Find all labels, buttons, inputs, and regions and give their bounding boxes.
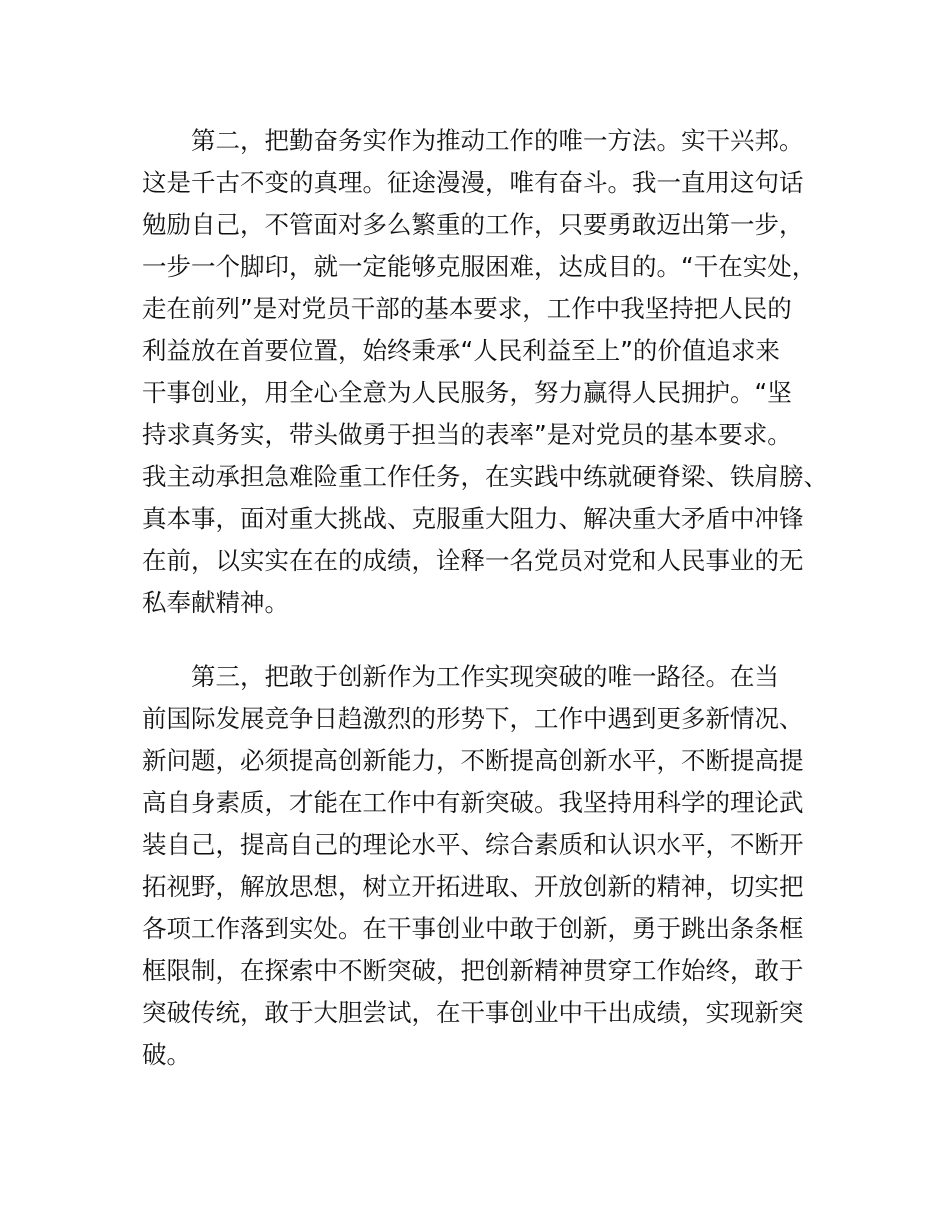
- text-line: 第三，把敢于创新作为工作实现突破的唯一路径。在当: [191, 662, 779, 691]
- text-line: 拓视野，解放思想，树立开拓进取、开放创新的精神，切实把: [142, 872, 804, 901]
- text-line: 第二，把勤奋务实作为推动工作的唯一方法。实干兴邦。: [191, 126, 804, 155]
- text-line: 突破传统，敢于大胆尝试，在干事创业中干出成绩，实现新突: [142, 998, 804, 1027]
- paragraph-third-point: [142, 656, 832, 1076]
- text-line: 装自己，提高自己的理论水平、综合素质和认识水平，不断开: [142, 830, 804, 859]
- text-line: 新问题，必须提高创新能力，不断提高创新水平，不断提高提: [142, 746, 804, 775]
- text-line: 勉励自己，不管面对多么繁重的工作，只要勇敢迈出第一步，: [142, 210, 804, 239]
- text-line: 高自身素质，才能在工作中有新突破。我坚持用科学的理论武: [142, 788, 804, 817]
- text-line: 私奉献精神。: [142, 588, 289, 617]
- text-line: 前国际发展竞争日趋激烈的形势下，工作中遇到更多新情况、: [142, 704, 804, 733]
- text-line: 在前，以实实在在的成绩，诠释一名党员对党和人民事业的无: [142, 546, 804, 575]
- text-line: 走在前列”是对党员干部的基本要求，工作中我坚持把人民的: [142, 294, 792, 323]
- text-line: 我主动承担急难险重工作任务，在实践中练就硬脊梁、铁肩膀、: [142, 462, 828, 491]
- paragraph-second-point: [142, 120, 832, 624]
- text-line: 真本事，面对重大挑战、克服重大阻力、解决重大矛盾中冲锋: [142, 504, 804, 533]
- text-line: 干事创业，用全心全意为人民服务，努力赢得人民拥护。“坚: [142, 378, 792, 407]
- text-line: 一步一个脚印，就一定能够克服困难，达成目的。“干在实处，: [142, 252, 817, 281]
- text-line: 持求真务实，带头做勇于担当的表率”是对党员的基本要求。: [142, 420, 792, 449]
- text-line: 各项工作落到实处。在干事创业中敢于创新，勇于跳出条条框: [142, 914, 804, 943]
- text-line: 这是千古不变的真理。征途漫漫，唯有奋斗。我一直用这句话: [142, 168, 804, 197]
- text-line: 破。: [142, 1040, 191, 1069]
- text-line: 框限制，在探索中不断突破，把创新精神贯穿工作始终，敢于: [142, 956, 804, 985]
- text-line: 利益放在首要位置，始终秉承“人民利益至上”的价值追求来: [142, 336, 780, 365]
